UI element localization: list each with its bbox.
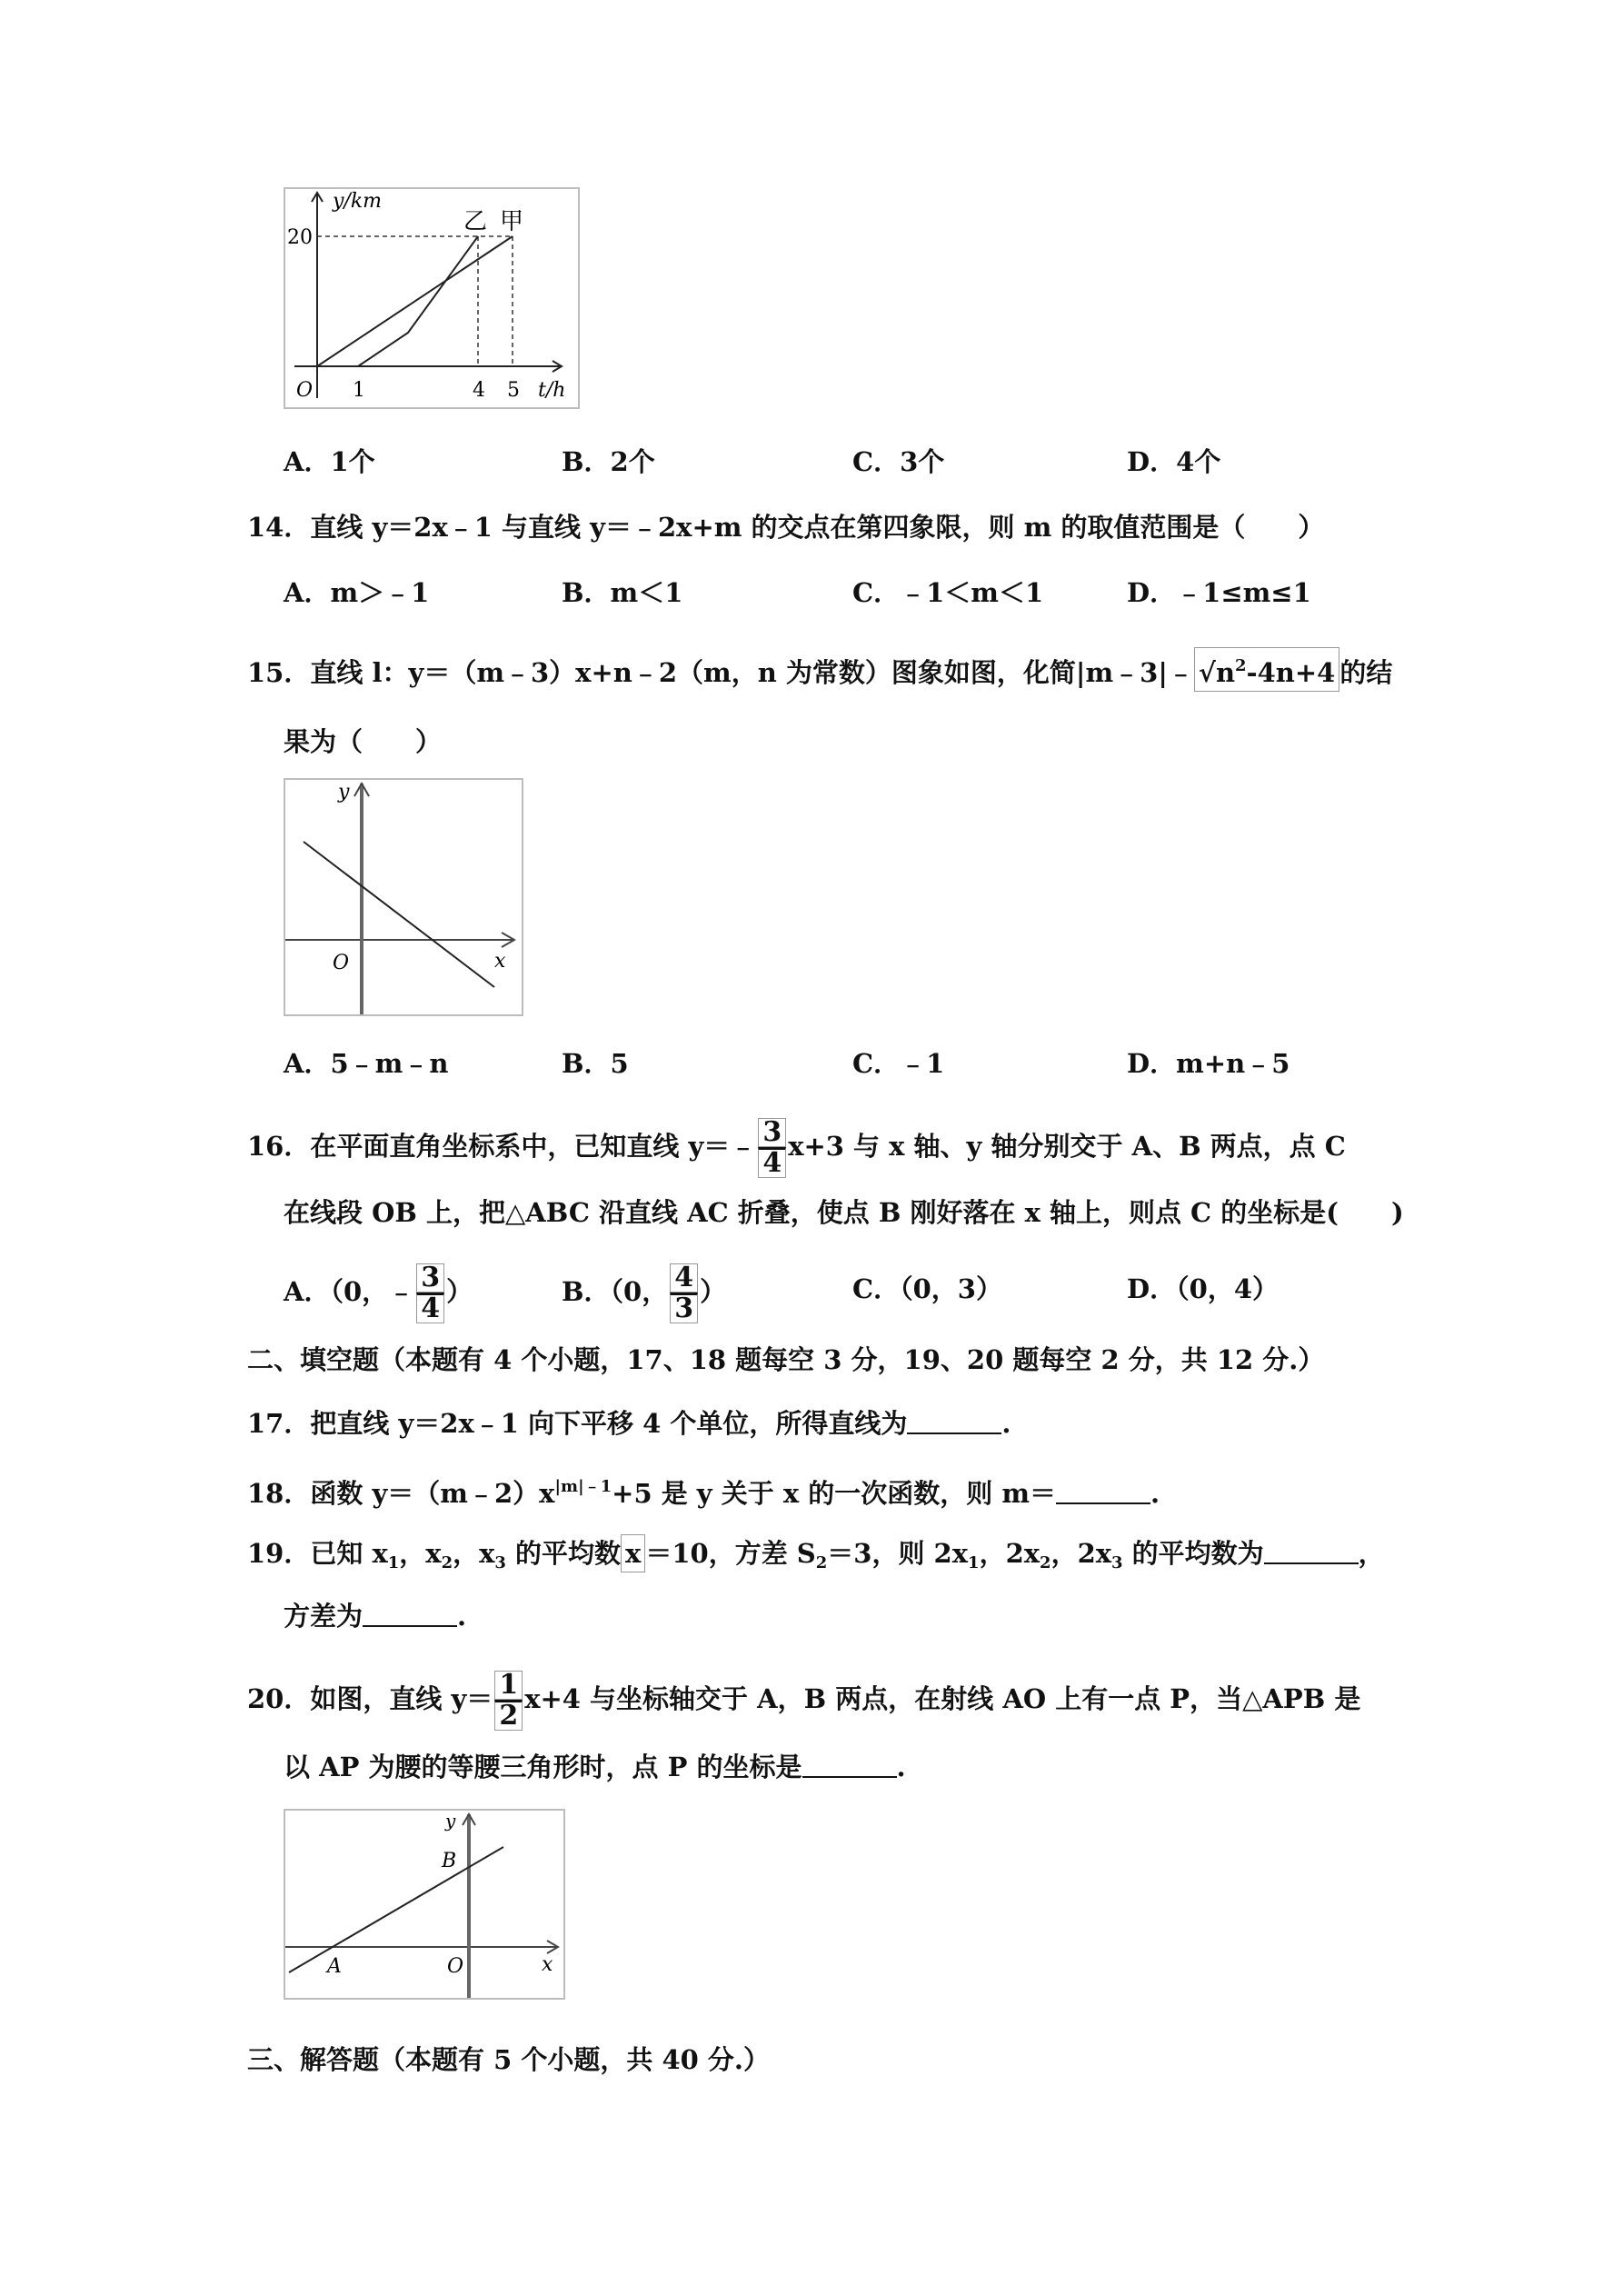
x-axis-label: x bbox=[494, 950, 506, 973]
q14-option-a: A．m＞﹣1 bbox=[284, 577, 430, 608]
origin-label: O bbox=[333, 952, 350, 974]
sqrt-expression: $√n^2-4n+4$ bbox=[1194, 647, 1339, 692]
q20-stem: 20．如图，直线 y＝ $\frac{1}{2}$ x+4 与坐标轴交于 A，B 两点，在射线 AO 上有一点 P，当△APB 是 bbox=[247, 1669, 1361, 1732]
q14-option-d: D．﹣1≤m≤1 bbox=[1127, 577, 1311, 608]
fraction-4-3: $\frac{4}{3}$ bbox=[670, 1263, 698, 1323]
fraction-3-4: $\frac{3}{4}$ bbox=[758, 1118, 786, 1178]
graph-line-ab bbox=[285, 1811, 563, 1998]
q18-stem: 18．函数 $y=(m﹣2)x^{|m|﹣1}+5$ 是 y 关于 x 的一次函数，则 m＝ . bbox=[247, 1477, 1160, 1509]
section-3-heading: 三、解答题（本题有 5 个小题，共 40 分.） bbox=[247, 2044, 771, 2075]
question-number: 16． bbox=[247, 1131, 311, 1162]
y-axis-label: y/km bbox=[333, 190, 383, 213]
point-b-label: B bbox=[442, 1850, 457, 1872]
x-tick-1: 1 bbox=[353, 379, 365, 402]
y-tick-20: 20 bbox=[287, 226, 313, 249]
q14-stem bbox=[247, 509, 1324, 545]
q16-option-b: B．（0， $\frac{4}{3}$ ） bbox=[562, 1262, 727, 1324]
answer-blank[interactable] bbox=[907, 1407, 1001, 1434]
section-2-heading: 二、填空题（本题有 4 个小题，17、18 题每空 3 分，19、20 题每空 2 分，共 12 分.） bbox=[247, 1344, 1325, 1375]
q13-option-a: A．1个 bbox=[284, 446, 375, 477]
question-number: 15． bbox=[247, 657, 311, 688]
q16-stem bbox=[247, 1118, 1346, 1178]
figure-q15-line bbox=[284, 778, 523, 1016]
q16-stem-line2: 在线段 OB 上，把△ABC 沿直线 AC 折叠，使点 B 刚好落在 x 轴上，则点 C 的坐标是( ) bbox=[284, 1197, 1404, 1228]
x-axis-label: t/h bbox=[538, 379, 566, 402]
x-tick-5: 5 bbox=[507, 379, 520, 402]
q14-option-b: B．m＜1 bbox=[562, 577, 683, 608]
q15-stem-line2: 果为（ ） bbox=[284, 726, 443, 757]
fraction-3-4: $\frac{3}{4}$ bbox=[416, 1263, 444, 1323]
graph-distance-time bbox=[285, 189, 578, 407]
exponent: |m|﹣1 bbox=[554, 1477, 612, 1496]
figure-q13-distance-time bbox=[284, 187, 580, 409]
q19-stem: 19．已知 $x_1$，$x_2$，$x_3$ 的平均数 x ＝10，方差 $S_2=3$，则 $2x_1$，$2x_2$，$2x_3$ 的平均数为 ， bbox=[247, 1534, 1385, 1582]
q19-stem-line2: 方差为 . bbox=[284, 1601, 467, 1632]
q15-stem bbox=[247, 647, 1392, 692]
x-tick-4: 4 bbox=[473, 379, 485, 402]
question-number: 18． bbox=[247, 1478, 311, 1509]
x-bar-symbol: x bbox=[621, 1534, 645, 1572]
question-text-cont: +5 是 y 关于 x 的一次函数，则 m＝ bbox=[612, 1478, 1057, 1509]
point-a-label: A bbox=[327, 1955, 342, 1978]
question-text: 在平面直角坐标系中，已知直线 y＝﹣ bbox=[310, 1131, 757, 1162]
fraction-1-2: $\frac{1}{2}$ bbox=[494, 1671, 523, 1731]
figure-q20-line bbox=[284, 1809, 565, 2000]
q15-option-d: D．m+n﹣5 bbox=[1127, 1048, 1290, 1079]
q20-stem-line2: 以 AP 为腰的等腰三角形时，点 P 的坐标是 . bbox=[284, 1752, 906, 1782]
q15-option-c: C．﹣1 bbox=[852, 1048, 945, 1079]
q15-option-a: A．5﹣m﹣n bbox=[284, 1048, 449, 1079]
y-axis-label: y bbox=[445, 1811, 456, 1832]
q14-option-c: C．﹣1＜m＜1 bbox=[852, 577, 1044, 608]
q16-option-d: D．（0，4） bbox=[1127, 1273, 1279, 1304]
q13-option-d: D．4个 bbox=[1127, 446, 1221, 477]
q17-stem: 17．把直线 y＝2x﹣1 向下平移 4 个单位，所得直线为 . bbox=[247, 1408, 1011, 1439]
line-ab bbox=[289, 1847, 503, 1972]
y-axis-label: y bbox=[338, 781, 350, 804]
question-number: 19． bbox=[247, 1538, 311, 1569]
line-jia bbox=[317, 236, 513, 366]
question-text: 把直线 y＝2x﹣1 向下平移 4 个单位，所得直线为 bbox=[310, 1408, 908, 1439]
label-jia: 甲 bbox=[500, 208, 524, 235]
answer-blank-variance[interactable] bbox=[363, 1600, 457, 1627]
question-text-end: 的结 bbox=[1339, 657, 1393, 688]
question-text-cont: x+3 与 x 轴、y 轴分别交于 A、B 两点，点 C bbox=[788, 1131, 1346, 1162]
answer-blank[interactable] bbox=[1056, 1477, 1150, 1504]
origin-label: O bbox=[296, 379, 314, 402]
q16-option-a: A．（0，﹣ $\frac{3}{4}$ ） bbox=[284, 1262, 473, 1324]
x-axis-label: x bbox=[542, 1953, 553, 1976]
answer-blank[interactable] bbox=[802, 1751, 897, 1778]
q15-option-b: B．5 bbox=[562, 1048, 629, 1079]
question-text: 函数 y＝（m﹣2）x bbox=[310, 1478, 555, 1509]
origin-label: O bbox=[447, 1955, 464, 1978]
label-yi: 乙 bbox=[463, 208, 488, 235]
question-number: 20． bbox=[247, 1683, 311, 1714]
line-yi bbox=[358, 236, 478, 366]
question-number: 14． bbox=[247, 512, 311, 543]
answer-blank-mean[interactable] bbox=[1264, 1537, 1359, 1564]
graph-line-l bbox=[285, 780, 522, 1014]
question-number: 17． bbox=[247, 1408, 311, 1439]
q13-option-c: C．3个 bbox=[852, 446, 945, 477]
q13-option-b: B．2个 bbox=[562, 446, 655, 477]
q16-option-c: C．（0，3） bbox=[852, 1273, 1002, 1304]
question-text: 直线 y＝2x﹣1 与直线 y＝﹣2x+m 的交点在第四象限，则 m 的取值范围是（ ） bbox=[310, 512, 1325, 543]
question-text: 直线 l：y＝（m﹣3）x+n﹣2（m，n 为常数）图象如图，化简|m﹣3|﹣ bbox=[310, 657, 1194, 688]
